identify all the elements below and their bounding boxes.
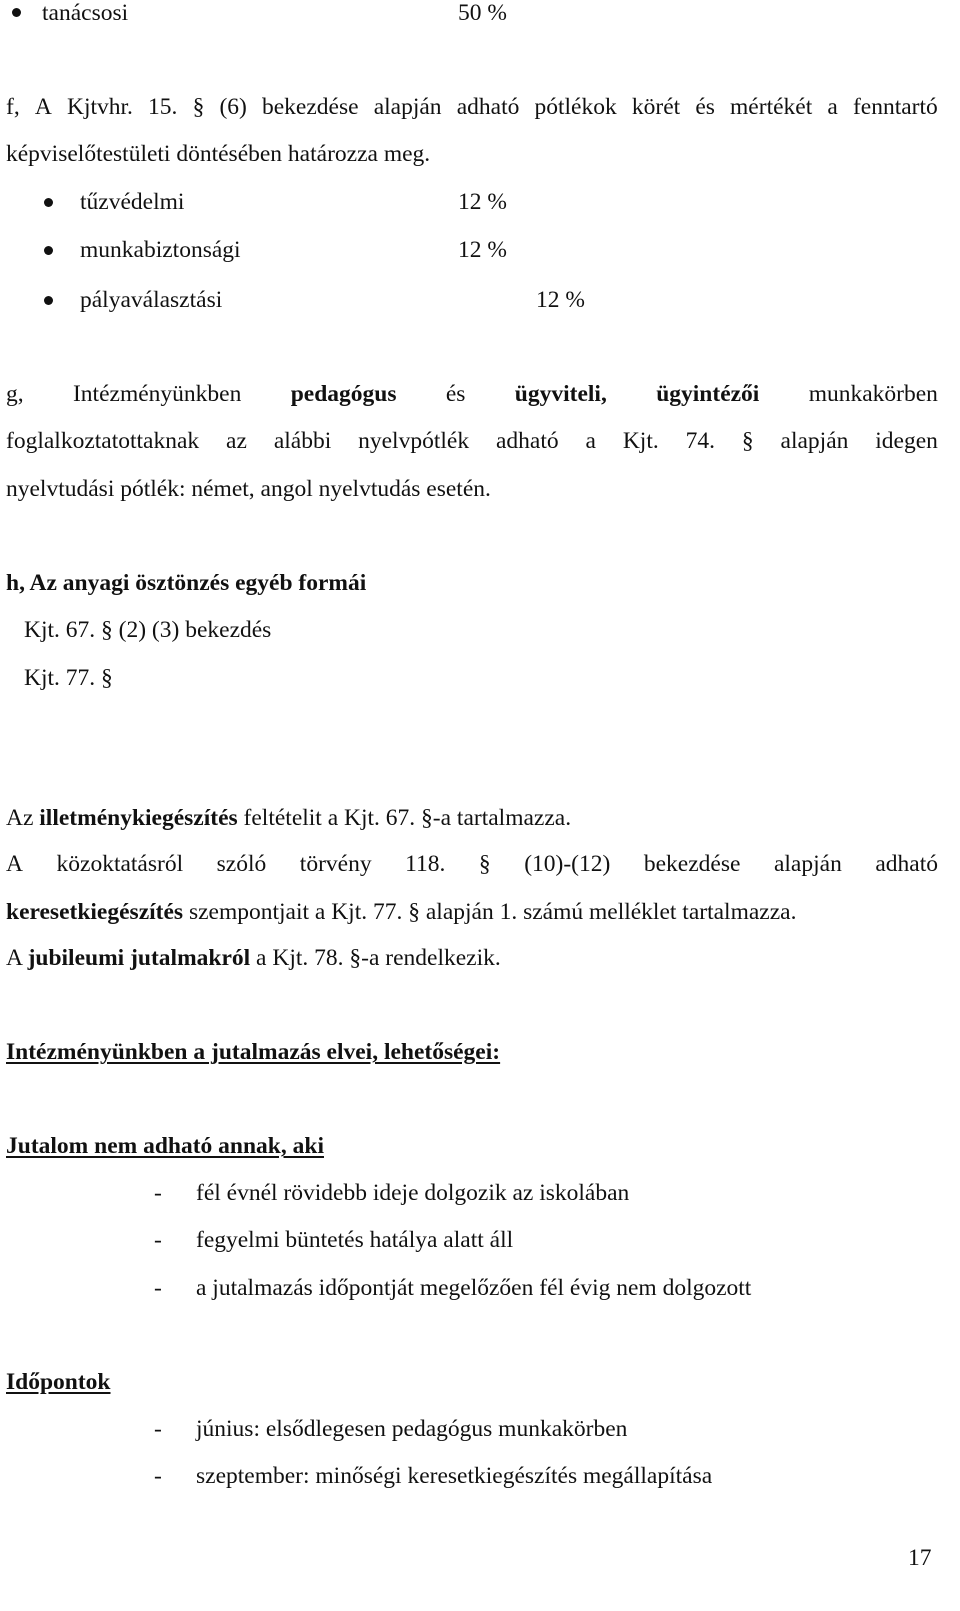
paragraph-g-line1 <box>6 383 938 407</box>
word: bekezdése <box>262 94 359 120</box>
section-h-heading: h, Az anyagi ösztönzés egyéb formái <box>6 570 367 596</box>
word: alapján <box>373 94 442 120</box>
word: idegen <box>875 428 938 454</box>
word: alábbi <box>273 428 332 454</box>
word: mértékét <box>730 94 813 120</box>
bullet-icon <box>12 8 21 17</box>
dash-bullet: - <box>154 1275 162 1301</box>
heading-idopontok: Időpontok <box>6 1369 111 1395</box>
text: a Kjt. 78. §-a rendelkezik. <box>256 945 501 971</box>
word: (10)-(12) <box>524 851 611 877</box>
word: bekezdése <box>643 851 741 877</box>
allowance-value: 12 % <box>458 189 507 215</box>
bullet-icon <box>44 246 53 255</box>
word: Kjt. <box>622 428 659 454</box>
word: a <box>585 428 596 454</box>
paragraph-g-line2 <box>6 430 938 454</box>
word: adható <box>875 851 938 877</box>
bullet-icon <box>44 198 53 207</box>
word: és <box>695 94 715 120</box>
word: alapján <box>780 428 849 454</box>
dash-bullet: - <box>154 1227 162 1253</box>
word: 15. <box>148 94 178 120</box>
word: (6) <box>219 94 247 120</box>
word: foglalkoztatottaknak <box>6 428 200 454</box>
bold-term: keresetkiegészítés <box>6 899 184 925</box>
word: A <box>34 94 52 120</box>
allowance-value: 12 % <box>536 287 585 313</box>
paragraph-g-line3: nyelvtudási pótlék: német, angol nyelvtudás esetén. <box>6 476 491 502</box>
heading-jutalmazas-elvei: Intézményünkben a jutalmazás elvei, lehetőségei: <box>6 1039 501 1065</box>
text: feltételit a Kjt. 67. §-a tartalmazza. <box>243 805 572 831</box>
allowance-label: pályaválasztási <box>80 287 223 313</box>
list-item-value: 50 % <box>458 0 507 26</box>
dash-bullet: - <box>154 1463 162 1489</box>
word: 74. <box>685 428 715 454</box>
section-sign: § <box>192 94 205 120</box>
allowance-label: munkabiztonsági <box>80 237 241 263</box>
section-sign: § <box>478 851 491 877</box>
paragraph-kozoktatas-line1 <box>6 853 938 877</box>
paragraph-jubileumi <box>6 947 501 971</box>
word: ügyviteli, <box>514 381 607 407</box>
list-item: a jutalmazás időpontját megelőzően fél évig nem dolgozott <box>196 1275 752 1301</box>
list-item: fegyelmi büntetés hatálya alatt áll <box>196 1227 514 1253</box>
word: a <box>827 94 838 120</box>
section-sign: § <box>741 428 754 454</box>
word: fenntartó <box>852 94 938 120</box>
word: Kjtvhr. <box>66 94 133 120</box>
dash-bullet: - <box>154 1180 162 1206</box>
word: A <box>6 851 23 877</box>
allowance-label: tűzvédelmi <box>80 189 185 215</box>
word: pótlékok <box>534 94 617 120</box>
allowance-value: 12 % <box>458 237 507 263</box>
list-item: fél évnél rövidebb ideje dolgozik az iskolában <box>196 1180 630 1206</box>
text: szempontjait a Kjt. 77. § alapján 1. számú melléklet tartalmazza. <box>188 899 797 925</box>
word: adható <box>456 94 520 120</box>
heading-jutalom-nem-adhato: Jutalom nem adható annak, aki <box>6 1133 324 1159</box>
page-number: 17 <box>908 1545 932 1571</box>
word: A <box>6 945 22 971</box>
word: az <box>226 428 247 454</box>
dash-bullet: - <box>154 1416 162 1442</box>
word: Intézményünkben <box>72 381 242 407</box>
list-item: szeptember: minőségi keresetkiegészítés megállapítása <box>196 1463 713 1489</box>
word: körét <box>631 94 681 120</box>
word: 118. <box>405 851 446 877</box>
paragraph-f-line1 <box>6 96 938 120</box>
word: szóló <box>216 851 267 877</box>
bold-term: illetménykiegészítés <box>39 805 238 831</box>
section-h-item: Kjt. 67. § (2) (3) bekezdés <box>24 617 272 643</box>
word: g, <box>6 381 24 407</box>
list-item-label: tanácsosi <box>42 0 129 26</box>
word: nyelvpótlék <box>358 428 470 454</box>
word: közoktatásról <box>56 851 184 877</box>
word: pedagógus <box>290 381 397 407</box>
section-h-item: Kjt. 77. § <box>24 665 113 691</box>
word: Az <box>6 805 34 831</box>
word: ügyintézői <box>656 381 760 407</box>
paragraph-illetmeny <box>6 807 571 831</box>
word: és <box>445 381 466 407</box>
paragraph-f-line2: képviselőtestületi döntésében határozza meg. <box>6 141 431 167</box>
word: alapján <box>773 851 842 877</box>
word: f, <box>6 94 20 120</box>
word: törvény <box>299 851 372 877</box>
word: munkakörben <box>808 381 938 407</box>
bullet-icon <box>44 296 53 305</box>
list-item: június: elsődlegesen pedagógus munkakörben <box>196 1416 628 1442</box>
paragraph-kozoktatas-line2 <box>6 901 796 925</box>
word: adható <box>495 428 559 454</box>
bold-term: jubileumi jutalmakról <box>27 945 251 971</box>
